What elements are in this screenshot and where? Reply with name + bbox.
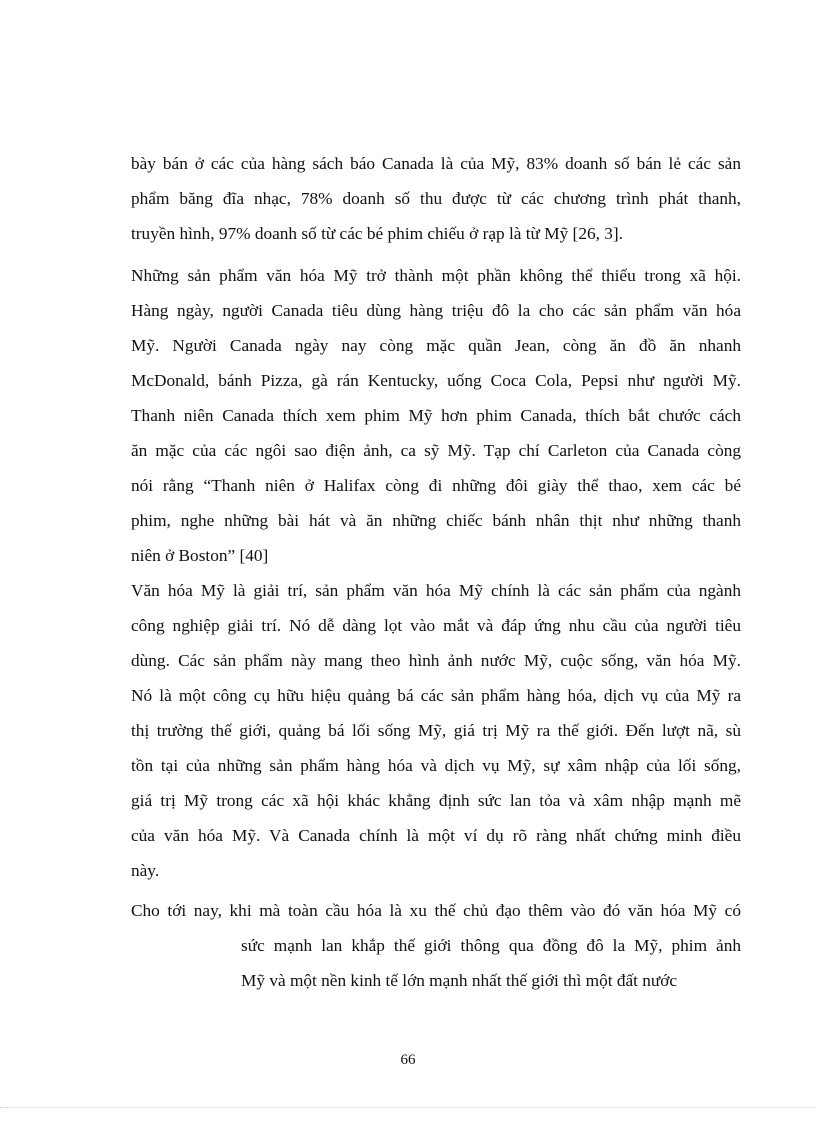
text-line: Những sản phẩm văn hóa Mỹ trở thành một phần không thể thiếu trong xã hội. — [131, 266, 741, 285]
text-line: Thanh niên Canada thích xem phim Mỹ hơn phim Canada, thích bắt chước cách — [131, 406, 741, 425]
text-line: Nó là một công cụ hữu hiệu quảng bá các sản phẩm hàng hóa, dịch vụ của Mỹ ra — [131, 686, 741, 705]
text-line: bày bán ở các của hàng sách báo Canada là của Mỹ, 83% doanh số bán lẻ các sản — [131, 154, 741, 173]
text-line: sức mạnh lan khắp thế giới thông qua đồng đô la Mỹ, phim ảnh — [241, 936, 741, 955]
text-line: phim, nghe những bài hát và ăn những chiếc bánh nhân thịt như những thanh — [131, 511, 741, 530]
text-line: truyền hình, 97% doanh số từ các bé phim chiếu ở rạp là từ Mỹ [26, 3]. — [131, 224, 623, 243]
paragraph-1 — [131, 146, 741, 251]
text-line: Mỹ và một nền kinh tế lớn mạnh nhất thế giới thì một đất nước — [241, 971, 678, 990]
text-line: nói rằng “Thanh niên ở Halifax còng đi những đôi giày thể thao, xem các bé — [131, 476, 741, 495]
text-line: ăn mặc của các ngôi sao điện ảnh, ca sỹ Mỹ. Tạp chí Carleton của Canada còng — [131, 441, 741, 460]
text-line: công nghiệp giải trí. Nó dễ dàng lọt vào mắt và đáp ứng nhu cầu của người tiêu — [131, 616, 741, 635]
paragraph-3 — [131, 573, 741, 888]
text-line: này. — [131, 861, 160, 880]
footer-divider — [0, 1107, 816, 1108]
text-line: Mỹ. Người Canada ngày nay còng mặc quần Jean, còng ăn đồ ăn nhanh — [131, 336, 741, 355]
text-line: Hàng ngày, người Canada tiêu dùng hàng triệu đô la cho các sản phẩm văn hóa — [131, 301, 741, 320]
text-line: phẩm băng đĩa nhạc, 78% doanh số thu được từ các chương trình phát thanh, — [131, 189, 741, 208]
text-line: tồn tại của những sản phẩm hàng hóa và dịch vụ Mỹ, sự xâm nhập của lối sống, — [131, 756, 741, 775]
page-number: 66 — [400, 1052, 416, 1068]
paragraph-4 — [131, 893, 741, 998]
text-line: của văn hóa Mỹ. Và Canada chính là một ví dụ rõ ràng nhất chứng minh điều — [131, 826, 741, 845]
text-line: thị trường thế giới, quảng bá lối sống Mỹ, giá trị Mỹ ra thế giới. Đến lượt nã, sù — [131, 721, 741, 740]
text-line: dùng. Các sản phẩm này mang theo hình ảnh nước Mỹ, cuộc sống, văn hóa Mỹ. — [131, 651, 741, 670]
text-line: McDonald, bánh Pizza, gà rán Kentucky, uống Coca Cola, Pepsi như người Mỹ. — [131, 371, 741, 390]
text-line: Cho tới nay, khi mà toàn cầu hóa là xu thế chủ đạo thêm vào đó văn hóa Mỹ có — [131, 901, 741, 920]
paragraph-2 — [131, 258, 741, 573]
text-line: niên ở Boston” [40] — [131, 546, 269, 565]
text-line: Văn hóa Mỹ là giải trí, sản phẩm văn hóa Mỹ chính là các sản phẩm của ngành — [131, 581, 741, 600]
text-line: giá trị Mỹ trong các xã hội khác khẳng định sức lan tỏa và xâm nhập mạnh mẽ — [131, 791, 741, 810]
